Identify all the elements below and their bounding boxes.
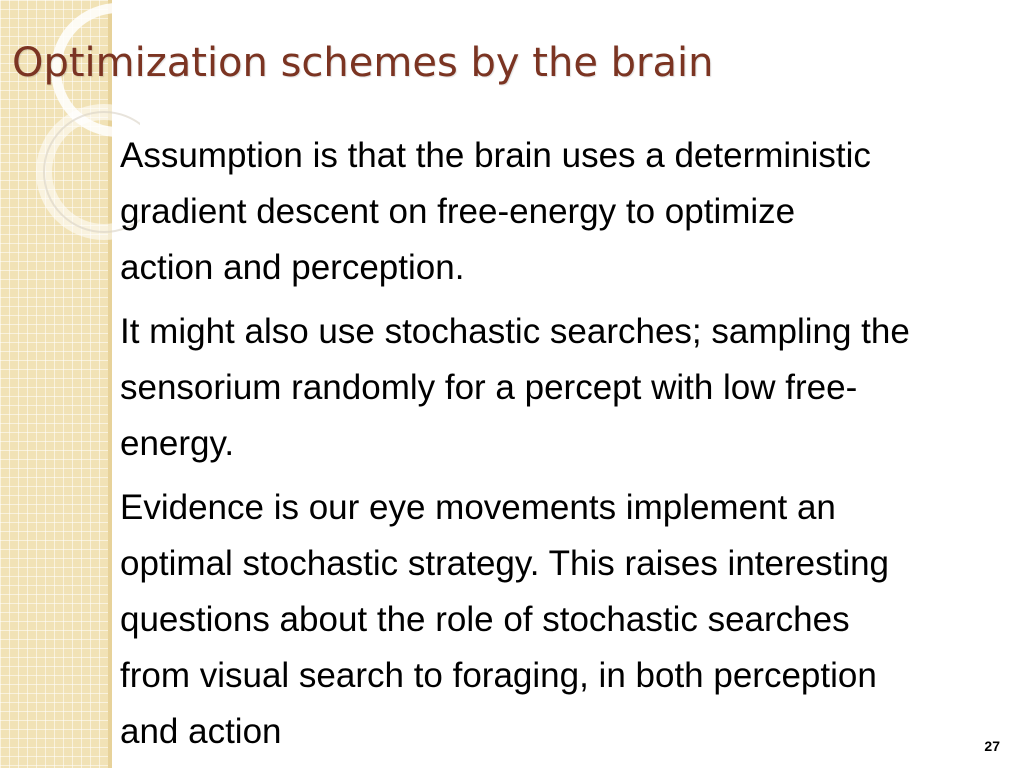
bullet-line: It might also use stochastic searches; sampling the <box>120 312 910 351</box>
bullet-line: and action <box>120 712 282 748</box>
bullet-item <box>120 304 1024 472</box>
bullet-item <box>120 480 1024 748</box>
bullet-line: energy. <box>120 424 235 463</box>
bullet-line: action and perception. <box>120 248 465 287</box>
bullet-item <box>120 128 1024 296</box>
slide-title: Optimization schemes by the brain <box>12 40 714 86</box>
bullet-line: gradient descent on free-energy to optimize <box>120 192 796 231</box>
bullet-line: optimal stochastic strategy. This raises interesting <box>120 544 890 583</box>
bullet-line: Assumption is that the brain uses a deterministic <box>120 136 871 175</box>
bullet-line: questions about the role of stochastic searches <box>120 600 850 639</box>
bullet-line: sensorium randomly for a percept with low free- <box>120 368 858 407</box>
bullet-line: from visual search to foraging, in both perception <box>120 656 877 695</box>
bullet-list <box>120 128 1024 748</box>
page-number: 27 <box>984 738 1000 754</box>
bullet-line: Evidence is our eye movements implement an <box>120 488 836 527</box>
